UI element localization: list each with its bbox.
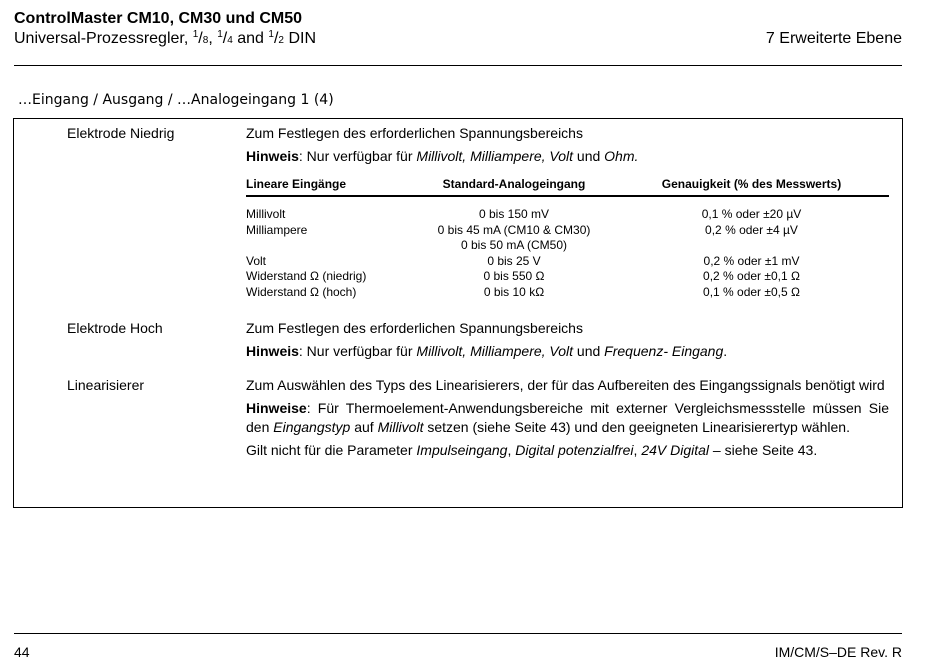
- table-cell: 0 bis 550 Ω: [483, 269, 545, 283]
- note-text: : Für Thermoelement-Anwendungsbereiche mit externer Vergleichsmessstelle müssen Sie den: [246, 400, 889, 435]
- note-text: Gilt nicht für die Parameter: [246, 442, 417, 458]
- section-title: 7 Erweiterte Ebene: [765, 30, 902, 47]
- note-text: : Nur verfügbar für: [298, 343, 417, 359]
- note-text: auf: [350, 419, 378, 435]
- param-extra-note: [246, 441, 889, 460]
- note-emphasis: Millivolt, Milliampere, Volt: [416, 343, 574, 359]
- note-emphasis: Digital potenzialfrei: [515, 442, 634, 458]
- table-cell: 0,2 % oder ±0,1 Ω: [703, 269, 800, 283]
- subtitle-prefix: Universal-Prozessregler,: [14, 30, 189, 47]
- table-cell: [614, 238, 889, 254]
- param-desc-linearisierer: [246, 376, 889, 460]
- param-label-linearisierer: Linearisierer: [67, 377, 145, 393]
- table-cell: 0 bis 25 V: [487, 253, 541, 268]
- fraction-numerator: 1: [217, 29, 223, 40]
- column-header: Lineare Eingänge: [246, 177, 414, 196]
- note-label: Hinweis: [246, 343, 299, 359]
- note-emphasis: Eingangstyp: [273, 419, 351, 435]
- breadcrumb: …Eingang / Ausgang / …Analogeingang 1 (4): [18, 92, 334, 108]
- note-emphasis: Ohm.: [604, 148, 639, 164]
- note-text: setzen (siehe Seite 43) und den geeigneten Linearisierertyp wählen.: [423, 419, 850, 435]
- note-emphasis: Millivolt: [377, 419, 424, 435]
- table-cell: 0,1 % oder ±20 µV: [701, 207, 802, 221]
- table-cell: Widerstand Ω (niedrig): [246, 269, 367, 283]
- table-cell: 0 bis 150 mV: [478, 207, 550, 221]
- note-text: : Nur verfügbar für: [298, 148, 417, 164]
- table-cell: Volt: [246, 253, 267, 268]
- fraction-denominator: 2: [278, 35, 284, 46]
- table-cell: [246, 238, 414, 254]
- table-row: [246, 254, 889, 270]
- note-text: ,: [507, 442, 516, 458]
- note-emphasis: 24V Digital: [641, 442, 710, 458]
- document-title: ControlMaster CM10, CM30 und CM50: [14, 10, 303, 27]
- param-note: [246, 342, 889, 361]
- param-note: [246, 399, 889, 437]
- subtitle-separator: ,: [208, 30, 213, 47]
- table-cell: Millivolt: [246, 207, 286, 221]
- table-row: [246, 269, 889, 285]
- table-cell: 0,1 % oder ±0,5 Ω: [703, 284, 800, 299]
- table-cell: Widerstand Ω (hoch): [246, 284, 357, 299]
- table-cell: 0 bis 10 kΩ: [483, 284, 545, 299]
- param-description: Zum Auswählen des Typs des Linearisierers, der für das Aufbereiten des Eingangssignals benötigt wird: [246, 377, 885, 393]
- table-cell: 0 bis 50 mA (CM50): [460, 238, 568, 252]
- param-description: Zum Festlegen des erforderlichen Spannungsbereichs: [246, 320, 583, 336]
- note-emphasis: Frequenz- Eingang: [604, 343, 724, 359]
- table-cell: Milliampere: [246, 222, 308, 237]
- document-reference: IM/CM/S–DE Rev. R: [774, 644, 902, 660]
- param-label-elektrode-niedrig: Elektrode Niedrig: [67, 125, 175, 141]
- table-row: [246, 285, 889, 301]
- table-row: [246, 238, 889, 254]
- subtitle-and: and: [237, 30, 264, 47]
- note-text: .: [723, 343, 728, 359]
- page-header: [14, 8, 902, 66]
- param-desc-elektrode-hoch: [246, 319, 889, 361]
- page-footer: [14, 633, 902, 660]
- table-row: [246, 196, 889, 223]
- fraction-numerator: 1: [192, 29, 199, 40]
- param-desc-elektrode-niedrig: [246, 124, 889, 166]
- table-header-row: [246, 177, 889, 196]
- subtitle-suffix: DIN: [288, 30, 316, 47]
- note-text: und: [573, 343, 605, 359]
- note-text: und: [573, 148, 605, 164]
- column-header: Genauigkeit (% des Messwerts): [614, 177, 889, 196]
- table-row: [246, 223, 889, 239]
- note-emphasis: Impulseingang: [416, 442, 508, 458]
- note-text: – siehe Seite 43.: [709, 442, 818, 458]
- document-subtitle: Universal-Prozessregler, $^1$/8, $^1$/4 and $^1$/2 DIN: [14, 29, 316, 47]
- parameter-box: [13, 118, 903, 508]
- page-number: 44: [14, 644, 30, 660]
- param-note: [246, 147, 889, 166]
- param-label-elektrode-hoch: Elektrode Hoch: [67, 320, 163, 336]
- note-label: Hinweis: [246, 148, 299, 164]
- fraction-numerator: 1: [268, 29, 274, 40]
- column-header: Standard-Analogeingang: [414, 177, 614, 196]
- param-description: Zum Festlegen des erforderlichen Spannungsbereichs: [246, 125, 583, 141]
- note-emphasis: Millivolt, Milliampere, Volt: [416, 148, 574, 164]
- fraction-denominator: 4: [227, 35, 233, 46]
- table-cell: 0,2 % oder ±4 µV: [705, 222, 798, 237]
- fraction-denominator: 8: [202, 35, 209, 46]
- linear-inputs-table: [246, 177, 889, 300]
- note-label: Hinweise: [246, 400, 307, 416]
- note-text: ,: [633, 442, 642, 458]
- table-cell: 0 bis 45 mA (CM10 & CM30): [437, 222, 591, 237]
- table-cell: 0,2 % oder ±1 mV: [703, 253, 800, 268]
